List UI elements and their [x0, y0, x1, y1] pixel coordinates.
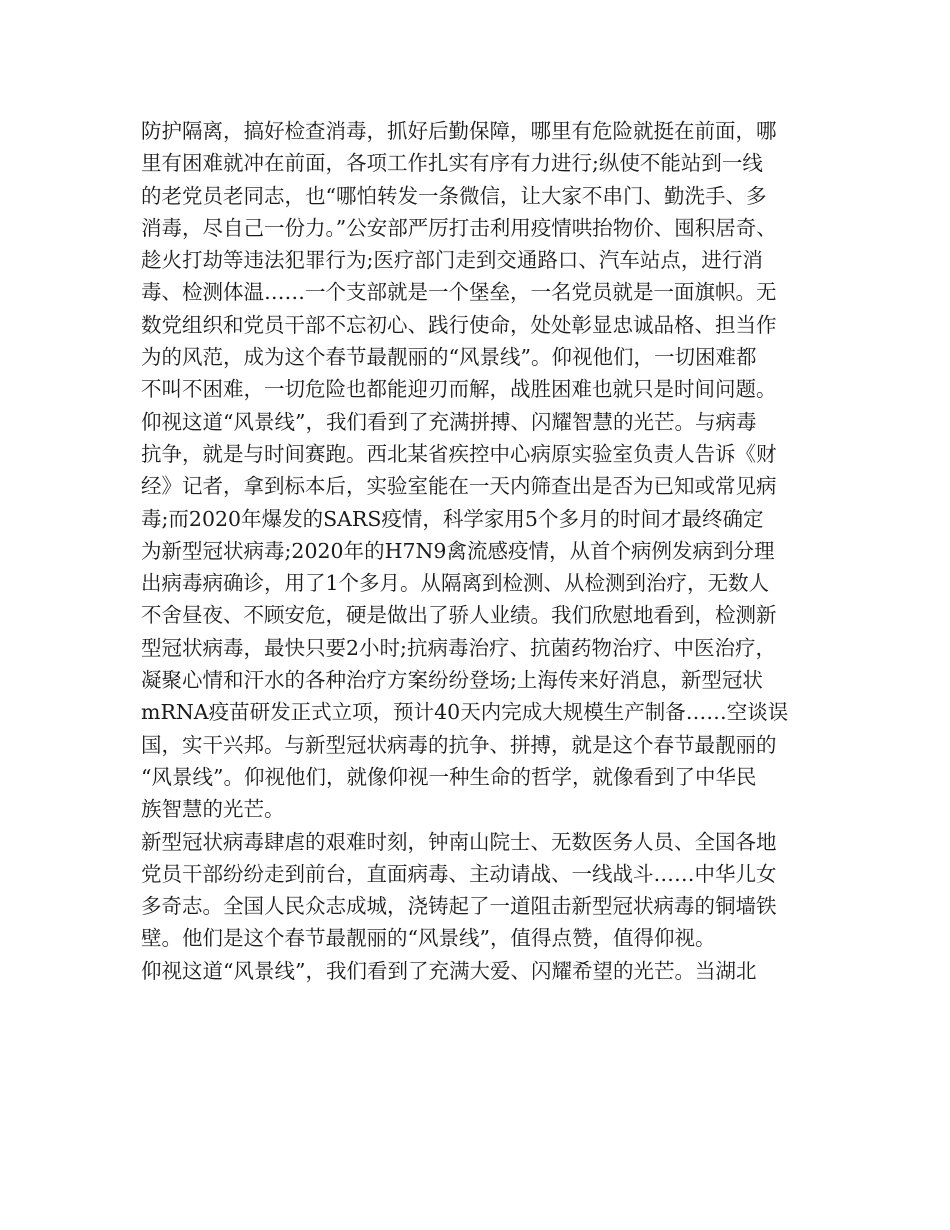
text-line: 里有困难就冲在前面，各项工作扎实有序有力进行;纵使不能站到一线 — [141, 151, 763, 176]
document-body — [141, 115, 831, 987]
text-line: 毒;而2020年爆发的SARS疫情，科学家用5个多月的时间才最终确定 — [141, 506, 764, 531]
text-line: 不舍昼夜、不顾安危，硬是做出了骄人业绩。我们欣慰地看到，检测新 — [141, 603, 777, 628]
text-line: 数党组织和党员干部不忘初心、践行使命，处处彰显忠诚品格、担当作 — [141, 312, 777, 337]
text-line: mRNA疫苗研发正式立项，预计40天内完成大规模生产制备……空谈误 — [141, 700, 789, 725]
text-line: 经》记者，拿到标本后，实验室能在一天内筛查出是否为已知或常见病 — [141, 474, 777, 499]
text-line: 族智慧的光芒。 — [141, 797, 285, 822]
text-line: 党员干部纷纷走到前台，直面病毒、主动请战、一线战斗……中华儿女 — [141, 861, 777, 886]
text-line: 出病毒病确诊，用了1个多月。从隔离到检测、从检测到治疗，无数人 — [141, 571, 770, 596]
text-line: 凝聚心情和汗水的各种治疗方案纷纷登场;上海传来好消息，新型冠状 — [141, 668, 763, 693]
text-line: 仰视这道“风景线”，我们看到了充满拼搏、闪耀智慧的光芒。与病毒 — [141, 409, 757, 434]
text-line: 消毒，尽自己一份力。”公安部严厉打击利用疫情哄抬物价、囤积居奇、 — [141, 215, 777, 240]
text-line: 抗争，就是与时间赛跑。西北某省疾控中心病原实验室负责人告诉《财 — [141, 441, 777, 466]
text-line: 为的风范，成为这个春节最靓丽的“风景线”。仰视他们，一切困难都 — [141, 345, 757, 370]
text-line: 趁火打劫等违法犯罪行为;医疗部门走到交通路口、汽车站点，进行消 — [141, 248, 763, 273]
text-line: 仰视这道“风景线”，我们看到了充满大爱、闪耀希望的光芒。当湖北 — [141, 958, 757, 983]
text-line: 防护隔离，搞好检查消毒，抓好后勤保障，哪里有危险就挺在前面，哪 — [141, 119, 777, 143]
text-line: “风景线”。仰视他们，就像仰视一种生命的哲学，就像看到了中华民 — [141, 764, 757, 789]
text-line: 不叫不困难，一切危险也都能迎刃而解，战胜困难也就只是时间问题。 — [141, 377, 777, 402]
text-line: 国，实干兴邦。与新型冠状病毒的抗争、拼搏，就是这个春节最靓丽的 — [141, 732, 777, 757]
text-line: 型冠状病毒，最快只要2小时;抗病毒治疗、抗菌药物治疗、中医治疗， — [141, 635, 776, 660]
text-line: 的老党员老同志，也“哪怕转发一条微信，让大家不串门、勤洗手、多 — [141, 183, 767, 208]
text-line: 毒、检测体温……一个支部就是一个堡垒，一名党员就是一面旗帜。无 — [141, 280, 777, 305]
text-line: 多奇志。全国人民众志成城，浇铸起了一道阻击新型冠状病毒的铜墙铁 — [141, 894, 777, 919]
text-line: 壁。他们是这个春节最靓丽的“风景线”，值得点赞，值得仰视。 — [141, 926, 716, 951]
text-line: 新型冠状病毒肆虐的艰难时刻，钟南山院士、无数医务人员、全国各地 — [141, 829, 777, 854]
text-line: 为新型冠状病毒;2020年的H7N9禽流感疫情，从首个病例发病到分理 — [141, 538, 775, 563]
